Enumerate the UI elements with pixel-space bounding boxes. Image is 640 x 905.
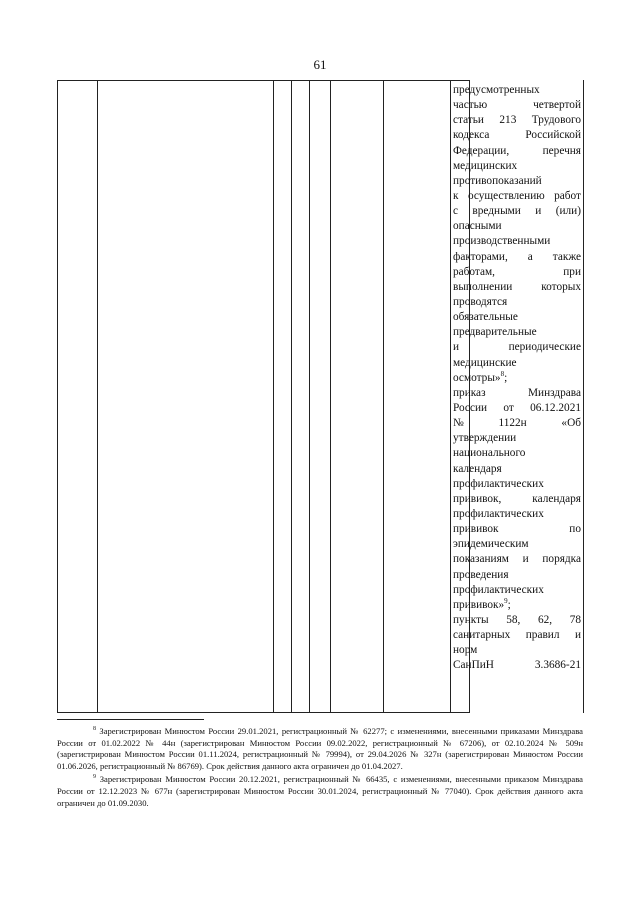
cell-word: «Об	[561, 417, 581, 430]
cell-word: от	[503, 401, 514, 414]
cell-word: Российской	[525, 129, 581, 142]
cell-line-text: проведения	[453, 568, 509, 581]
column-divider	[450, 80, 451, 713]
cell-word: календаря	[532, 492, 581, 505]
footnote-ref: 9	[504, 597, 508, 606]
cell-line	[453, 310, 581, 325]
cell-line	[453, 295, 581, 310]
cell-word: и	[522, 553, 529, 566]
footnote-ref: 8	[500, 369, 505, 378]
cell-line	[453, 568, 581, 583]
cell-word: 62,	[537, 613, 553, 626]
cell-word: показаниям	[453, 553, 509, 566]
cell-word: России	[453, 401, 488, 414]
cell-line	[453, 416, 581, 431]
cell-line	[453, 522, 581, 537]
cell-line-text: обязательные	[453, 311, 518, 324]
footnote	[57, 726, 583, 772]
cell-line	[453, 431, 581, 446]
cell-line	[453, 204, 581, 219]
footnote-separator	[57, 719, 204, 720]
cell-word: факторами,	[453, 250, 508, 263]
cell-line	[453, 159, 581, 174]
cell-line-text: осмотры»	[453, 371, 501, 384]
cell-line-text: медицинских	[453, 159, 518, 172]
cell-line-text: прививок»	[453, 598, 505, 611]
cell-word: выполнении	[453, 280, 513, 293]
cell-line	[453, 234, 581, 249]
column-divider	[273, 80, 274, 713]
cell-word: порядка	[542, 553, 581, 566]
cell-line	[453, 250, 581, 265]
cell-word: которых	[541, 280, 581, 293]
cell-line-text: национального	[453, 447, 526, 460]
cell-word: периодические	[508, 341, 581, 354]
cell-line-text: производственными	[453, 235, 551, 248]
cell-word: (или)	[555, 205, 581, 218]
footnote-mark: 8	[93, 726, 96, 733]
cell-line	[453, 189, 581, 204]
cell-word: и	[574, 629, 581, 642]
cell-word: Федерации,	[453, 144, 510, 157]
cell-punct: ;	[504, 371, 508, 384]
cell-line	[453, 537, 581, 552]
cell-line	[453, 583, 581, 598]
cell-line	[453, 371, 581, 386]
cell-line	[453, 325, 581, 340]
cell-word: осуществлению	[467, 189, 545, 202]
cell-word: Минздрава	[527, 386, 581, 399]
cell-line-text: предварительные	[453, 326, 537, 339]
cell-line-text: календаря	[453, 462, 502, 475]
cell-line	[453, 462, 581, 477]
cell-line	[453, 144, 581, 159]
cell-line	[453, 613, 581, 628]
cell-line	[453, 446, 581, 461]
cell-line	[453, 477, 581, 492]
cell-line	[453, 401, 581, 416]
cell-word: статьи	[453, 114, 484, 127]
cell-line	[453, 128, 581, 143]
cell-line	[453, 83, 581, 98]
cell-word: и	[535, 205, 542, 218]
cell-line-text: медицинские	[453, 356, 517, 369]
column-divider	[291, 80, 292, 713]
cell-word: работ	[554, 189, 581, 202]
cell-word: правил	[525, 629, 560, 642]
cell-line	[453, 628, 581, 643]
cell-line-text: утверждении	[453, 432, 517, 445]
cell-line-text: профилактических	[453, 583, 544, 596]
cell-word: 213	[499, 114, 517, 127]
cell-word: к	[453, 189, 459, 202]
cell-line	[453, 340, 581, 355]
cell-line	[453, 386, 581, 401]
cell-line	[453, 265, 581, 280]
cell-word: а	[527, 250, 533, 263]
column-divider	[583, 80, 584, 713]
cell-line-text: эпидемическим	[453, 538, 529, 551]
footnote-mark: 9	[93, 774, 96, 781]
cell-word: при	[563, 265, 581, 278]
cell-line-text: профилактических	[453, 507, 544, 520]
cell-line	[453, 598, 581, 613]
column-divider	[309, 80, 310, 713]
cell-line	[453, 492, 581, 507]
cell-line	[453, 280, 581, 295]
cell-word: 78	[569, 613, 581, 626]
cell-word: 58,	[506, 613, 521, 626]
cell-line-text: противопоказаний	[453, 174, 542, 187]
cell-word: частью	[453, 99, 488, 112]
cell-word: перечня	[542, 144, 581, 157]
cell-word: санитарных	[453, 629, 511, 642]
cell-word: СанПиН	[453, 659, 494, 672]
cell-word: приказ	[453, 386, 486, 399]
cell-word: 06.12.2021	[530, 401, 581, 414]
footnote-text: Зарегистрирован Минюстом России 20.12.2021, регистрационный № 66435, с изменениями, внесенными приказом Минздрава России от 12.12.2023 № 677н (зарегистрирован Минюстом России 30.01.2024, регистрационный № 77040). Срок действия данного акта ограничен до 01.09.2030.	[57, 774, 583, 808]
table-frame	[57, 80, 470, 713]
cell-line-text: проводятся	[453, 295, 508, 308]
cell-word: с	[453, 205, 459, 218]
cell-word: Трудового	[531, 114, 581, 127]
footnote	[57, 774, 583, 809]
cell-line	[453, 219, 581, 234]
cell-word: №	[453, 417, 464, 430]
cell-line	[453, 552, 581, 567]
cell-word: прививок,	[453, 492, 502, 505]
column-divider	[97, 80, 98, 713]
cell-word: пункты	[453, 613, 489, 626]
cell-line	[453, 507, 581, 522]
footnotes	[57, 726, 583, 811]
legal-basis-cell	[453, 83, 581, 673]
cell-line	[453, 643, 581, 658]
cell-line	[453, 174, 581, 189]
cell-line	[453, 113, 581, 128]
footnote-text: Зарегистрирован Минюстом России 29.01.2021, регистрационный № 62277; с изменениями, внесенными приказами Минздрава России от 01.02.2022 № 44н (зарегистрирован Минюстом России 09.02.2022, регистрационный № 67206), от 02.10.2024 № 509н (зарегистрирован Минюстом России 01.11.2024, регистрационный № 79994), от 29.04.2026 № 327н (зарегистрирован Минюстом России 01.06.2026, регистрационный № 86769). Срок действия данного акта ограничен до 01.04.2027.	[57, 726, 583, 771]
cell-word: кодекса	[453, 129, 490, 142]
column-divider	[383, 80, 384, 713]
cell-punct: ;	[507, 598, 511, 611]
cell-line-text: профилактических	[453, 477, 544, 490]
cell-line	[453, 356, 581, 371]
cell-word: и	[453, 341, 460, 354]
cell-line	[453, 98, 581, 113]
cell-word: прививок	[453, 523, 499, 536]
cell-word: также	[552, 250, 581, 263]
cell-line	[453, 658, 581, 673]
page-number: 61	[313, 57, 327, 72]
column-divider	[330, 80, 331, 713]
cell-line-text: предусмотренных	[453, 84, 540, 96]
cell-word: 3.3686-21	[534, 659, 581, 672]
cell-word: работам,	[453, 265, 495, 278]
cell-line-text: опасными	[453, 220, 502, 233]
cell-word: четвертой	[533, 99, 581, 112]
cell-word: вредными	[472, 205, 521, 218]
cell-word: по	[569, 523, 581, 536]
cell-word: 1122н	[498, 417, 527, 430]
cell-line-text: норм	[453, 644, 478, 657]
